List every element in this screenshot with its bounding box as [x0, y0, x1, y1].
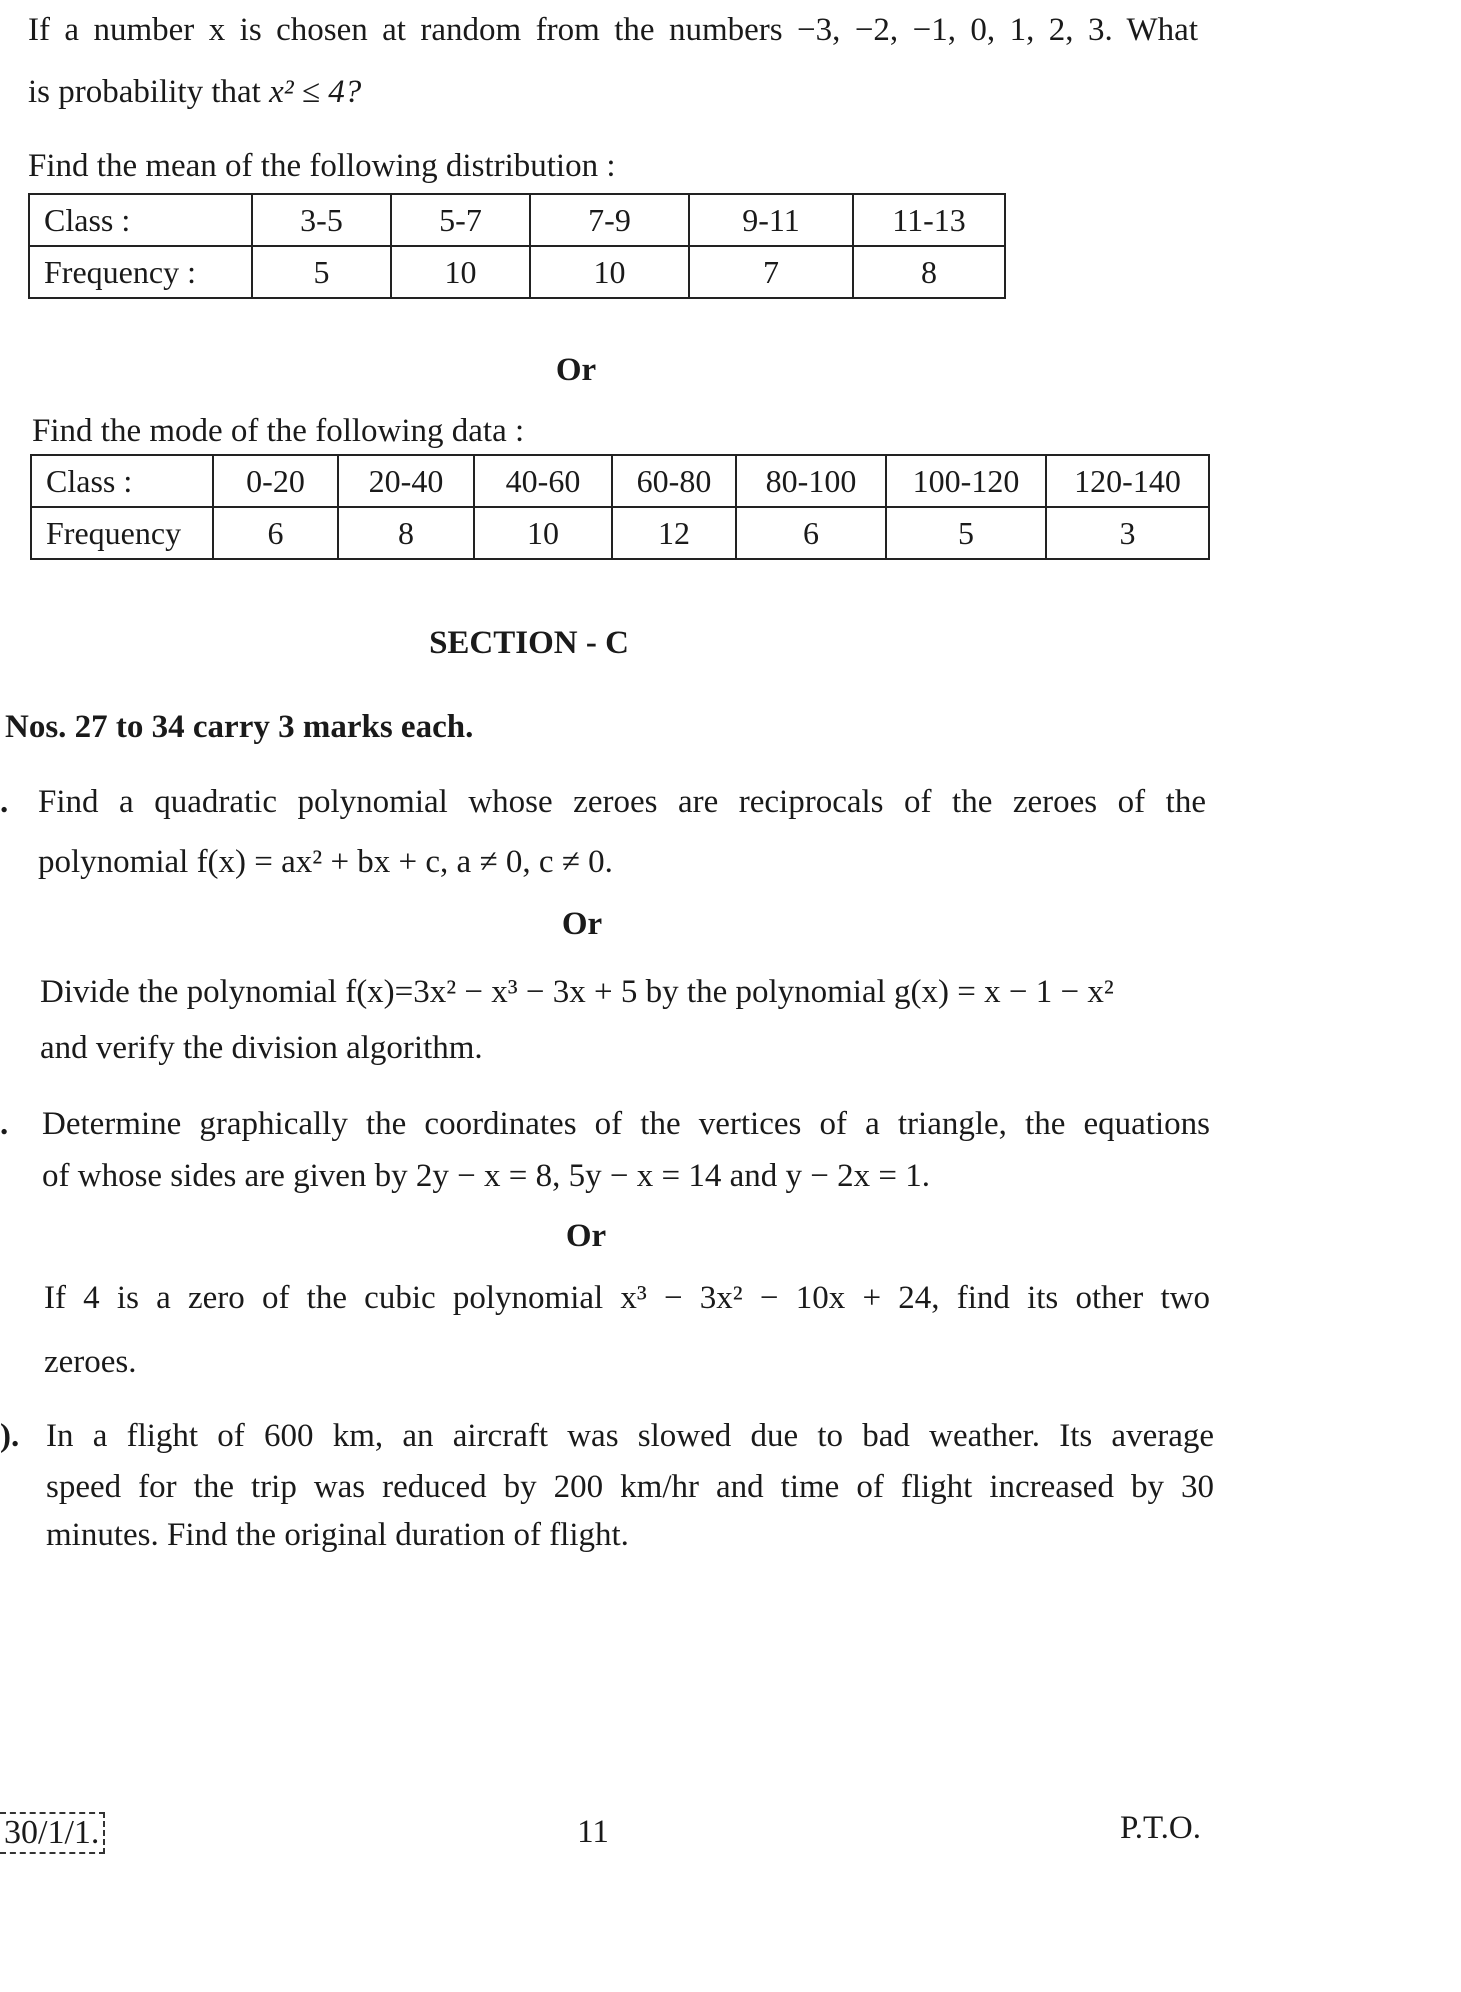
q29-line2: speed for the trip was reduced by 200 km/hr and time of flight increased by 30 — [46, 1469, 1214, 1505]
section-title: SECTION - C — [429, 625, 629, 661]
table-cell: 8 — [853, 246, 1005, 298]
table-row — [31, 455, 1209, 507]
table-cell: 60-80 — [612, 455, 736, 507]
table-row — [29, 194, 1005, 246]
table-row — [31, 507, 1209, 559]
question-number-dot: . — [0, 784, 9, 820]
table-cell: 8 — [338, 507, 474, 559]
text: is probability that — [28, 74, 270, 110]
question-probability-line2 — [28, 76, 361, 109]
table-cell: 9-11 — [689, 194, 853, 246]
table-cell: 5 — [886, 507, 1046, 559]
table-header-frequency: Frequency : — [29, 246, 252, 298]
table-cell: 11-13 — [853, 194, 1005, 246]
paper-code: 30/1/1. — [0, 1812, 105, 1854]
q28-line2: of whose sides are given by 2y − x = 8, 5y − x = 14 and y − 2x = 1. — [42, 1158, 930, 1194]
table-header-class: Class : — [29, 194, 252, 246]
table-row — [29, 246, 1005, 298]
q28-alt-line1: If 4 is a zero of the cubic polynomial x³ − 3x² − 10x + 24, find its other two — [44, 1280, 1210, 1316]
or-divider: Or — [565, 1218, 607, 1254]
table-cell: 10 — [530, 246, 689, 298]
q28-line1: Determine graphically the coordinates of the vertices of a triangle, the equations — [42, 1106, 1210, 1142]
or-divider: Or — [561, 906, 603, 942]
table-cell: 7-9 — [530, 194, 689, 246]
table-cell: 6 — [213, 507, 338, 559]
q27-line1: Find a quadratic polynomial whose zeroes are reciprocals of the zeroes of the — [38, 784, 1206, 820]
mean-distribution-table — [28, 193, 1006, 299]
q27-alt-line2: and verify the division algorithm. — [40, 1030, 483, 1066]
q29-line1: In a flight of 600 km, an aircraft was slowed due to bad weather. Its average — [46, 1418, 1214, 1454]
or-divider: Or — [555, 352, 597, 388]
table-cell: 3-5 — [252, 194, 391, 246]
mode-data-table — [30, 454, 1210, 560]
question-probability-line1: If a number x is chosen at random from the numbers −3, −2, −1, 0, 1, 2, 3. What — [28, 12, 1198, 48]
q27-line2: polynomial f(x) = ax² + bx + c, a ≠ 0, c ≠ 0. — [38, 844, 613, 880]
table-cell: 80-100 — [736, 455, 886, 507]
page-number: 11 — [577, 1814, 609, 1850]
table-cell: 10 — [391, 246, 530, 298]
pto-label: P.T.O. — [1120, 1810, 1201, 1846]
table-cell: 5-7 — [391, 194, 530, 246]
table-cell: 12 — [612, 507, 736, 559]
table-cell: 120-140 — [1046, 455, 1209, 507]
question-number-fragment: ). — [0, 1418, 20, 1454]
table-header-frequency: Frequency — [31, 507, 213, 559]
q29-line3: minutes. Find the original duration of flight. — [46, 1517, 629, 1553]
q27-alt-line1: Divide the polynomial f(x)=3x² − x³ − 3x + 5 by the polynomial g(x) = x − 1 − x² — [40, 974, 1114, 1010]
math-expression: x² ≤ 4? — [269, 74, 362, 110]
table-cell: 6 — [736, 507, 886, 559]
question-number-dot: . — [0, 1106, 9, 1142]
table-cell: 7 — [689, 246, 853, 298]
mode-question-prompt: Find the mode of the following data : — [32, 413, 525, 449]
table-header-class: Class : — [31, 455, 213, 507]
table-cell: 40-60 — [474, 455, 612, 507]
table-cell: 5 — [252, 246, 391, 298]
section-note: Nos. 27 to 34 carry 3 marks each. — [5, 709, 474, 745]
q28-alt-line2: zeroes. — [44, 1344, 137, 1380]
table-cell: 100-120 — [886, 455, 1046, 507]
table-cell: 10 — [474, 507, 612, 559]
table-cell: 0-20 — [213, 455, 338, 507]
table-cell: 20-40 — [338, 455, 474, 507]
table-cell: 3 — [1046, 507, 1209, 559]
mean-question-prompt: Find the mean of the following distribution : — [28, 148, 616, 184]
